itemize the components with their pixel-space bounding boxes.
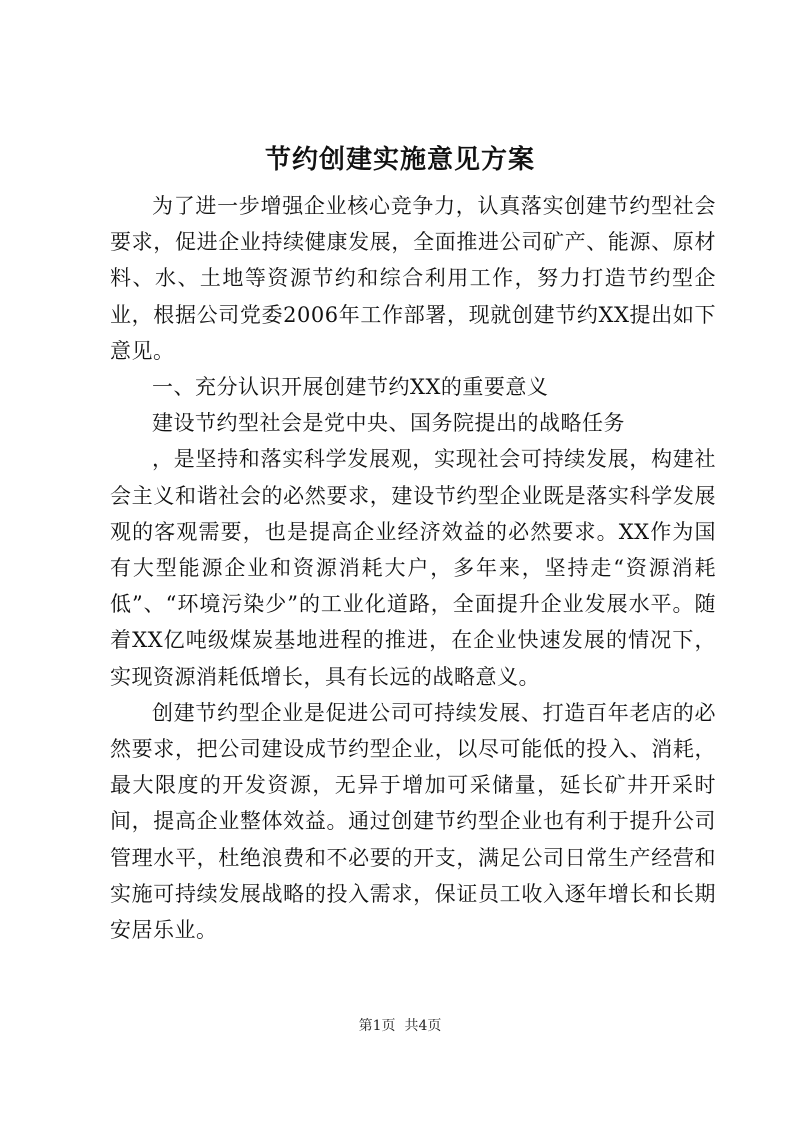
page-number: 第1页 共4页 xyxy=(358,1018,442,1034)
paragraph-intro: 为了进一步增强企业核心竞争力，认真落实创建节约型社会要求，促进企业持续健康发展，全面推进公司矿产、能源、原材料、水、土地等资源节约和综合利用工作，努力打造节约型企业，根据公司党委2006年工作部署，现就创建节约XX提出如下意见。 xyxy=(110,194,716,363)
paragraph-enterprise: 创建节约型企业是促进公司可持续发展、打造百年老店的必然要求，把公司建设成节约型企业，以尽可能低的投入、消耗，最大限度的开发资源，无异于增加可采储量，延长矿井开采时间，提高企业整体效益。通过创建节约型企业也有利于提升公司管理水平，杜绝浪费和不必要的开支，满足公司日常生产经营和实施可持续发展战略的投入需求，保证员工收入逐年增长和长期安居乐业。 xyxy=(110,700,716,943)
document-title: 节约创建实施意见方案 xyxy=(264,145,535,175)
section-heading: 一、充分认识开展创建节约XX的重要意义 xyxy=(152,375,549,400)
paragraph-lead: 建设节约型社会是党中央、国务院提出的战略任务 xyxy=(152,411,625,436)
paragraph-significance: ，是坚持和落实科学发展观，实现社会可持续发展，构建社会主义和谐社会的必然要求，建设节约型企业既是落实科学发展观的客观需要，也是提高企业经济效益的必然要求。XX作为国有大型能源企业和资源消耗大户，多年来，坚持走“资源消耗低”、“环境污染少”的工业化道路，全面提升企业发展水平。随着XX亿吨级煤炭基地进程的推进，在企业快速发展的情况下，实现资源消耗低增长，具有长远的战略意义。 xyxy=(110,447,716,689)
page-footer xyxy=(0,1016,800,1036)
document-body xyxy=(110,188,716,948)
